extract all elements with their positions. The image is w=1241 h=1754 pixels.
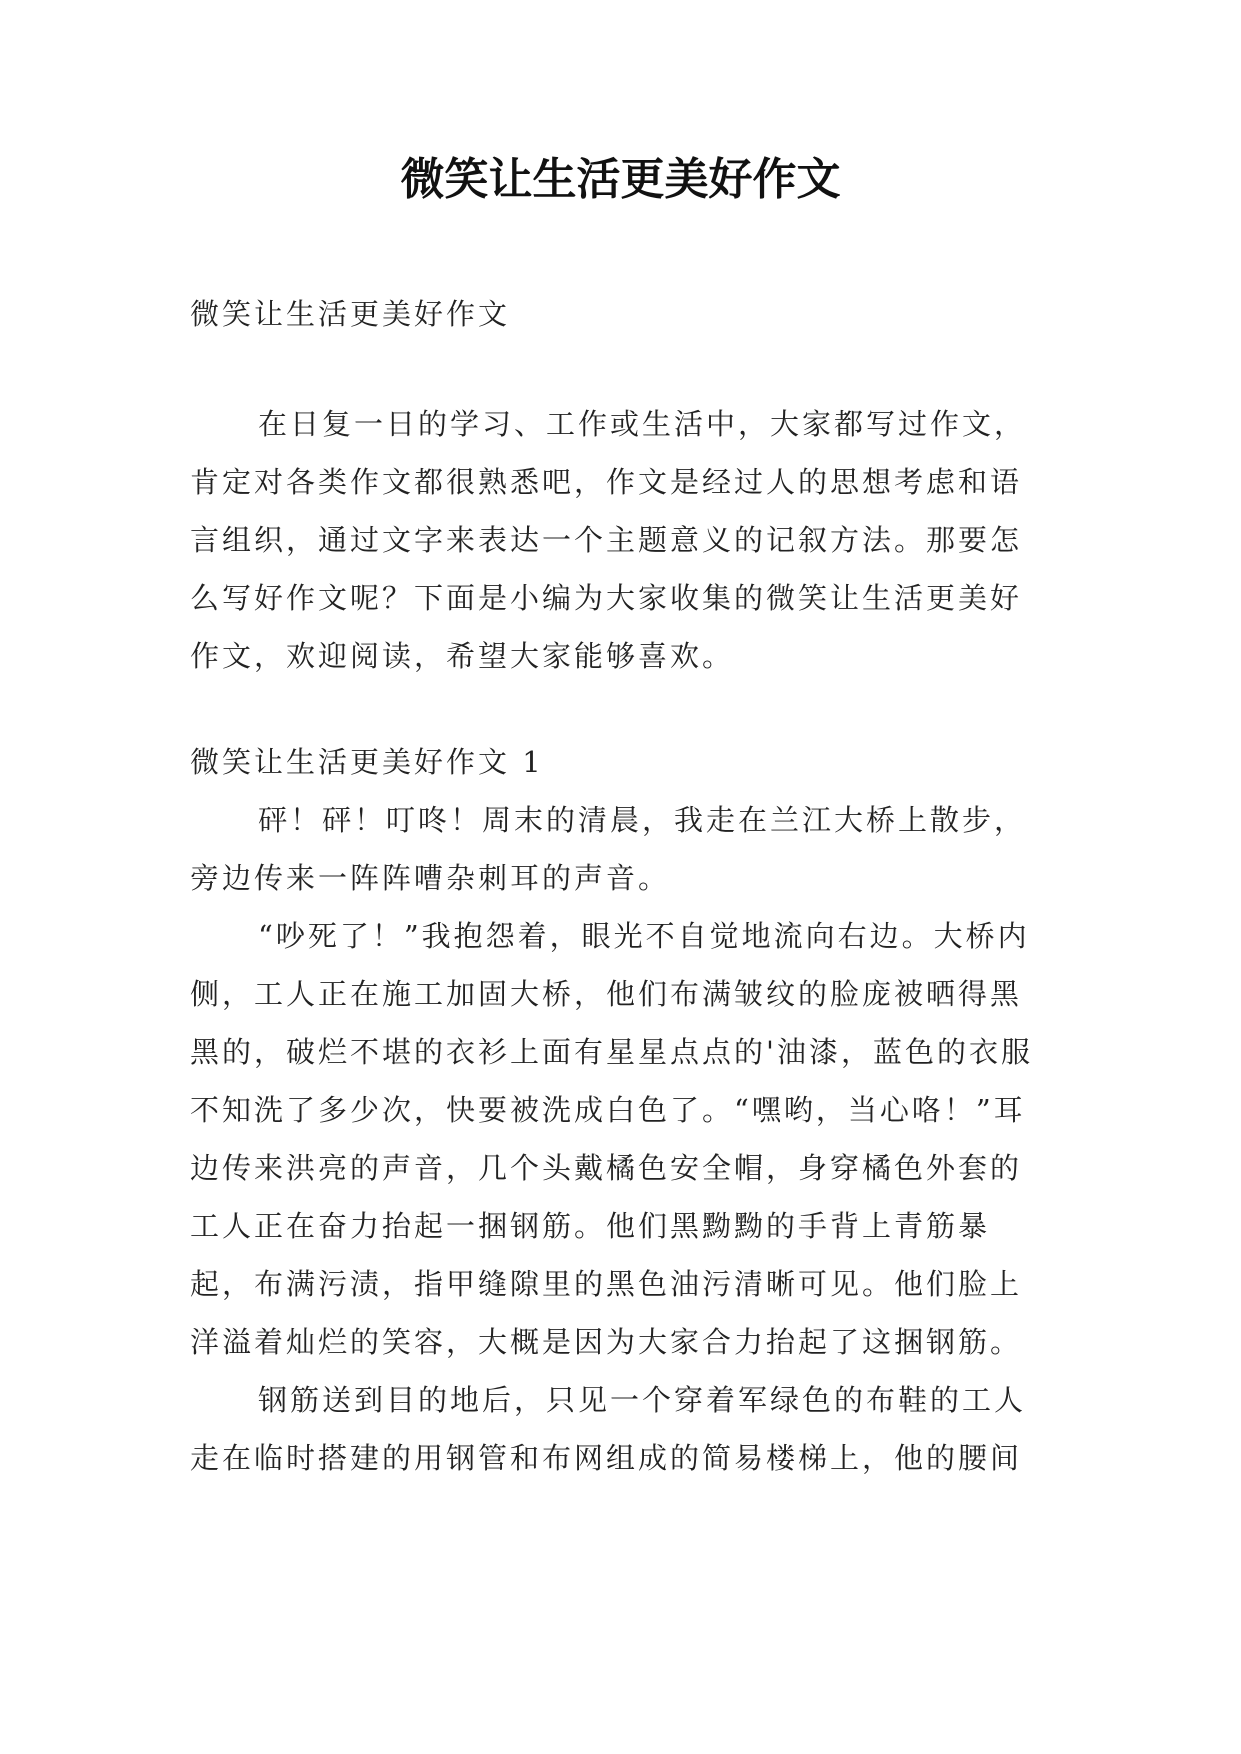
body-paragraph: 砰！砰！叮咚！周末的清晨，我走在兰江大桥上散步，旁边传来一阵阵嘈杂刺耳的声音。 (190, 803, 1027, 895)
section-title: 微笑让生活更美好作文 1 (190, 745, 544, 779)
spacer (190, 685, 1050, 733)
spacer (190, 343, 1050, 395)
body-paragraph: “吵死了！”我抱怨着，眼光不自觉地流向右边。大桥内侧，工人正在施工加固大桥，他们布满皱纹的脸庞被晒得黑黑的，破烂不堪的衣衫上面有星星点点的'油漆，蓝色的衣服不知洗了多少次，快要被洗成白色了。“嘿哟，当心咯！”耳边传来洪亮的声音，几个头戴橘色安全帽，身穿橘色外套的工人正在奋力抬起一捆钢筋。他们黑黝黝的手背上青筋暴起，布满污渍，指甲缝隙里的黑色油污清晰可见。他们脸上洋溢着灿烂的笑容，大概是因为大家合力抬起了这捆钢筋。 (190, 919, 1033, 1359)
document-body (190, 285, 1050, 1487)
document-title: 微笑让生活更美好作文 (400, 154, 841, 205)
body-paragraph: 钢筋送到目的地后，只见一个穿着军绿色的布鞋的工人走在临时搭建的用钢管和布网组成的简易楼梯上，他的腰间 (190, 1383, 1027, 1475)
intro-paragraph: 在日复一日的学习、工作或生活中，大家都写过作文，肯定对各类作文都很熟悉吧，作文是经过人的思想考虑和语言组织，通过文字来表达一个主题意义的记叙方法。那要怎么写好作文呢？下面是小编为大家收集的微笑让生活更美好作文，欢迎阅读，希望大家能够喜欢。 (190, 407, 1027, 673)
document-subtitle: 微笑让生活更美好作文 (190, 297, 511, 331)
